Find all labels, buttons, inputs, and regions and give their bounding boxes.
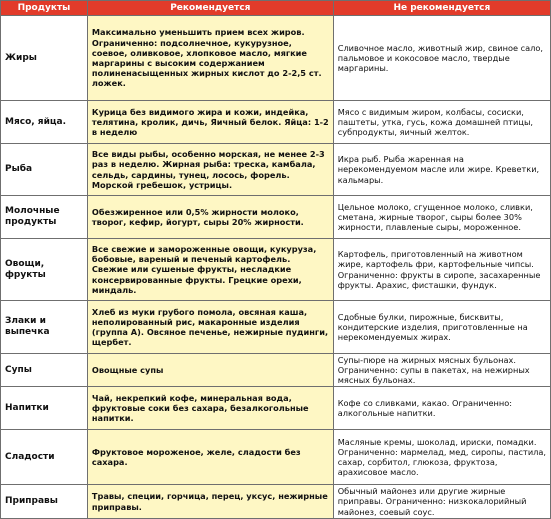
table-row	[1, 301, 551, 354]
product-cell: Мясо, яйца.	[1, 101, 88, 144]
table-row	[1, 196, 551, 239]
header-recommended: Рекомендуется	[87, 1, 333, 16]
product-cell: Супы	[1, 354, 88, 387]
not-recommended-cell: Супы-пюре на жирных мясных бульонах. Ограниченно: супы в пакетах, на нежирных мясных бульонах.	[333, 354, 550, 387]
table-row	[1, 387, 551, 430]
not-recommended-cell: Сливочное масло, животный жир, свиное сало, пальмовое и кокосовое масло, твердые маргарины.	[333, 16, 550, 101]
recommended-cell: Все виды рыбы, особенно морская, не менее 2-3 раз в неделю. Жирная рыба: треска, камбала, сельдь, сардины, тунец, лосось, форель. Морской гребешок, устрицы.	[87, 144, 333, 196]
recommended-cell: Травы, специи, горчица, перец, уксус, нежирные приправы.	[87, 485, 333, 519]
recommended-cell: Фруктовое мороженое, желе, сладости без сахара.	[87, 430, 333, 485]
table-row	[1, 430, 551, 485]
not-recommended-cell: Мясо с видимым жиром, колбасы, сосиски, паштеты, утка, гусь, кожа домашней птицы, субпродукты, яичный желток.	[333, 101, 550, 144]
not-recommended-cell: Икра рыб. Рыба жаренная на нерекомендуемом масле или жире. Креветки, кальмары.	[333, 144, 550, 196]
header-row	[1, 1, 551, 16]
header-not-recommended: Не рекомендуется	[333, 1, 550, 16]
not-recommended-cell: Картофель, приготовленный на животном жире, картофель фри, картофельные чипсы. Ограниченно: фрукты в сиропе, засахаренные фрукты. Арахис, фисташки, фундук.	[333, 239, 550, 301]
header-products: Продукты	[1, 1, 88, 16]
table-row	[1, 144, 551, 196]
not-recommended-cell: Цельное молоко, сгущенное молоко, сливки, сметана, жирные творог, сыры более 30% жирности, плавленые сыры, мороженное.	[333, 196, 550, 239]
product-cell: Овощи, фрукты	[1, 239, 88, 301]
recommended-cell: Овощные супы	[87, 354, 333, 387]
recommended-cell: Хлеб из муки грубого помола, овсяная каша, неполированный рис, макаронные изделия (группа А). Овсяное печенье, нежирные пудинги, щербет.	[87, 301, 333, 354]
table-row	[1, 485, 551, 519]
product-cell: Рыба	[1, 144, 88, 196]
not-recommended-cell: Кофе со сливками, какао. Ограниченно: алкогольные напитки.	[333, 387, 550, 430]
not-recommended-cell: Обычный майонез или другие жирные приправы. Ограниченно: низкокалорийный майонез, соевый соус.	[333, 485, 550, 519]
recommended-cell: Курица без видимого жира и кожи, индейка, телятина, кролик, дичь, Яичный белок. Яйца: 1-2 в неделю	[87, 101, 333, 144]
product-cell: Злаки и выпечка	[1, 301, 88, 354]
table-row	[1, 354, 551, 387]
recommended-cell: Все свежие и замороженные овощи, кукуруза, бобовые, вареный и печеный картофель. Свежие или сушеные фрукты, несладкие консервированные фрукты. Грецкие орехи, миндаль.	[87, 239, 333, 301]
product-cell: Жиры	[1, 16, 88, 101]
recommended-cell: Чай, некрепкий кофе, минеральная вода, фруктовые соки без сахара, безалкогольные напитки.	[87, 387, 333, 430]
product-cell: Напитки	[1, 387, 88, 430]
table-row	[1, 239, 551, 301]
table-row	[1, 16, 551, 101]
recommended-cell: Обезжиренное или 0,5% жирности молоко, творог, кефир, йогурт, сыры 20% жирности.	[87, 196, 333, 239]
product-cell: Приправы	[1, 485, 88, 519]
table-row	[1, 101, 551, 144]
not-recommended-cell: Сдобные булки, пирожные, бисквиты, кондитерские изделия, приготовленные на нерекомендуемых жирах.	[333, 301, 550, 354]
product-cell: Молочные продукты	[1, 196, 88, 239]
recommended-cell: Максимально уменьшить прием всех жиров. Ограниченно: подсолнечное, кукурузное, соевое, оливковое, хлопковое масло, мягкие маргарины с высоким содержанием полиненасыщенных жирных кислот до 2-2,5 ст. ложек.	[87, 16, 333, 101]
not-recommended-cell: Масляные кремы, шоколад, ириски, помадки. Ограниченно: мармелад, мед, сиропы, пастила, сахар, сорбитол, глюкоза, фруктоза, арахисовое масло.	[333, 430, 550, 485]
product-cell: Сладости	[1, 430, 88, 485]
